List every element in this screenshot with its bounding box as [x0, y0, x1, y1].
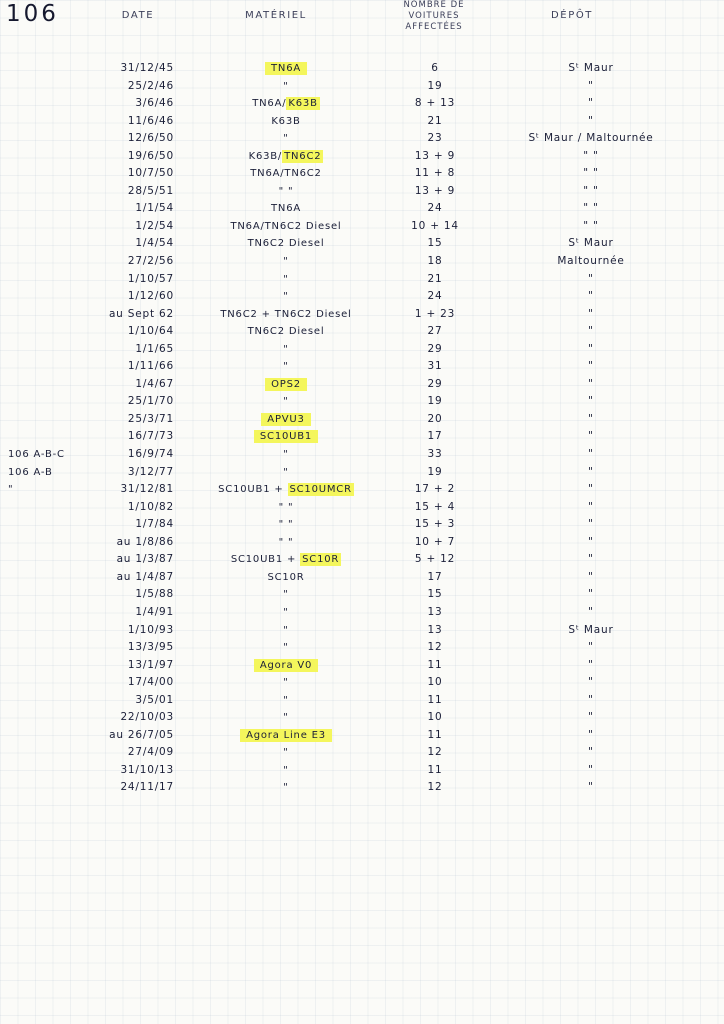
row-date: 25/3/71: [127, 412, 174, 425]
materiel-text: SC10UB1 +: [230, 554, 301, 566]
table-row: [0, 464, 724, 482]
materiel-text: TN6A/TN6C2 Diesel: [230, 220, 342, 232]
row-voitures: 13 + 9: [414, 184, 456, 197]
materiel-text: K63B: [271, 115, 301, 127]
row-depot: ": [588, 763, 594, 776]
materiel-text: " ": [278, 536, 294, 548]
row-date: au 1/4/87: [116, 570, 174, 583]
row-depot: Sᵗ Maur: [568, 623, 614, 636]
table-row: [0, 271, 724, 289]
materiel-text: ": [283, 764, 289, 776]
row-voitures: 8 + 13: [414, 97, 456, 110]
table-row: [0, 622, 724, 640]
row-date: 25/2/46: [127, 79, 174, 92]
table-row: [0, 200, 724, 218]
materiel-text: ": [283, 624, 289, 636]
row-depot: ": [588, 605, 594, 618]
row-line-variant: 106 A-B-C: [8, 449, 65, 461]
row-materiel: [216, 306, 356, 323]
table-row: [0, 744, 724, 762]
materiel-text: ": [283, 449, 289, 461]
row-date: 13/3/95: [127, 641, 174, 654]
row-depot: ": [588, 658, 594, 671]
row-date: 1/10/57: [127, 272, 174, 285]
row-voitures: 11: [427, 693, 443, 706]
table-row: [0, 130, 724, 148]
row-date: 1/10/93: [127, 623, 174, 636]
highlighted-materiel: APVU3: [261, 413, 310, 426]
row-materiel: [216, 376, 356, 393]
row-date: 27/4/09: [127, 746, 174, 759]
highlighted-materiel: K63B: [288, 98, 318, 110]
row-date: 1/5/88: [135, 588, 174, 601]
row-date: 1/12/60: [127, 290, 174, 303]
table-row: [0, 165, 724, 183]
row-depot: ": [588, 746, 594, 759]
materiel-text: TN6A: [271, 203, 301, 215]
header-voitures-line2: VOITURES: [408, 11, 460, 21]
row-depot: ": [588, 325, 594, 338]
row-date: 1/11/66: [127, 360, 174, 373]
row-voitures: 11 + 8: [414, 167, 456, 180]
row-materiel: [216, 235, 356, 252]
table-row: [0, 709, 724, 727]
table-row: [0, 604, 724, 622]
materiel-text: TN6C2 Diesel: [247, 326, 325, 338]
row-depot: ": [588, 114, 594, 127]
table-row: [0, 534, 724, 552]
materiel-text: SC10R: [267, 571, 305, 583]
row-materiel: [216, 639, 356, 656]
row-date: 24/11/17: [120, 781, 174, 794]
row-depot: Sᵗ Maur / Maltournée: [528, 132, 654, 145]
row-voitures: 15: [427, 237, 443, 250]
row-materiel: [216, 692, 356, 709]
table-row: [0, 78, 724, 96]
row-voitures: 5 + 12: [414, 553, 456, 566]
row-voitures: 23: [427, 132, 443, 145]
row-date: 22/10/03: [120, 711, 174, 724]
row-voitures: 17 + 2: [414, 483, 456, 496]
row-date: au 1/8/86: [116, 535, 174, 548]
table-row: [0, 113, 724, 131]
materiel-text: ": [283, 677, 289, 689]
highlighted-materiel: TN6A: [265, 62, 307, 75]
table-row: [0, 674, 724, 692]
highlighted-materiel: TN6C2: [284, 150, 322, 162]
row-depot: ": [588, 535, 594, 548]
row-materiel: [216, 744, 356, 761]
row-depot: ": [588, 377, 594, 390]
row-voitures: 15 + 3: [414, 518, 456, 531]
row-voitures: 10: [427, 711, 443, 724]
row-date: 13/1/97: [127, 658, 174, 671]
highlighted-materiel: Agora Line E3: [240, 729, 332, 742]
table-row: [0, 762, 724, 780]
row-depot: Maltournée: [557, 255, 625, 268]
row-voitures: 17: [427, 430, 443, 443]
row-materiel: [216, 200, 356, 217]
table-row: [0, 428, 724, 446]
materiel-text: TN6C2 + TN6C2 Diesel: [220, 308, 352, 320]
row-depot: ": [588, 641, 594, 654]
table-row: [0, 569, 724, 587]
row-materiel: [216, 148, 356, 165]
row-date: 1/2/54: [135, 219, 174, 232]
table-row: [0, 411, 724, 429]
row-date: 1/4/91: [135, 605, 174, 618]
history-table: [0, 60, 724, 797]
row-materiel: [216, 271, 356, 288]
table-row: [0, 235, 724, 253]
row-depot: ": [588, 483, 594, 496]
row-materiel: [216, 428, 356, 445]
row-materiel: [216, 709, 356, 726]
row-date: au 1/3/87: [116, 553, 174, 566]
row-voitures: 21: [427, 272, 443, 285]
row-voitures: 17: [427, 570, 443, 583]
row-materiel: [216, 779, 356, 796]
row-depot: Sᵗ Maur: [568, 62, 614, 74]
row-voitures: 19: [427, 79, 443, 92]
row-voitures: 13: [427, 623, 443, 636]
row-voitures: 12: [427, 781, 443, 794]
row-materiel: [216, 358, 356, 375]
row-depot: " ": [583, 219, 599, 232]
row-voitures: 24: [427, 202, 443, 215]
row-date: 11/6/46: [127, 114, 174, 127]
row-materiel: [216, 586, 356, 603]
row-date: 3/6/46: [135, 97, 174, 110]
highlighted-materiel: SC10R: [302, 554, 340, 566]
table-row: [0, 657, 724, 675]
row-materiel: [216, 130, 356, 147]
row-voitures: 15: [427, 588, 443, 601]
row-depot: ": [588, 693, 594, 706]
table-row: [0, 253, 724, 271]
table-row: [0, 779, 724, 797]
table-row: [0, 586, 724, 604]
row-date: 1/7/84: [135, 518, 174, 531]
row-depot: ": [588, 79, 594, 92]
row-depot: ": [588, 676, 594, 689]
materiel-text: ": [283, 606, 289, 618]
row-depot: ": [588, 395, 594, 408]
row-voitures: 31: [427, 360, 443, 373]
row-depot: ": [588, 360, 594, 373]
row-depot: ": [588, 711, 594, 724]
table-row: [0, 95, 724, 113]
row-depot: ": [588, 553, 594, 566]
row-voitures: 12: [427, 641, 443, 654]
row-voitures: 13: [427, 605, 443, 618]
header-depot: DÉPÔT: [550, 10, 594, 21]
row-voitures: 11: [427, 763, 443, 776]
row-voitures: 19: [427, 465, 443, 478]
row-date: 1/4/67: [135, 377, 174, 390]
row-voitures: 12: [427, 746, 443, 759]
row-depot: " ": [583, 167, 599, 180]
row-depot: ": [588, 588, 594, 601]
row-materiel: [216, 411, 356, 428]
row-date: 31/12/81: [120, 483, 174, 496]
materiel-text: ": [283, 466, 289, 478]
highlighted-materiel: SC10UB1: [254, 430, 318, 443]
table-row: [0, 446, 724, 464]
row-date: 3/5/01: [135, 693, 174, 706]
materiel-text: " ": [278, 185, 294, 197]
header-voitures-line1: NOMBRE DE: [403, 0, 465, 10]
row-depot: " ": [583, 202, 599, 215]
materiel-text: TN6A/: [252, 98, 287, 110]
row-depot: ": [588, 728, 594, 741]
row-date: 1/4/54: [135, 237, 174, 250]
row-materiel: [216, 446, 356, 463]
row-materiel: [216, 165, 356, 182]
table-row: [0, 551, 724, 569]
row-depot: ": [588, 430, 594, 443]
row-line-variant: 106 A-B: [8, 466, 53, 478]
row-voitures: 29: [427, 377, 443, 390]
highlighted-materiel: OPS2: [265, 378, 307, 391]
row-materiel: [216, 288, 356, 305]
row-voitures: 18: [427, 255, 443, 268]
header-materiel: MATÉRIEL: [245, 10, 307, 21]
row-date: 1/1/65: [135, 342, 174, 355]
row-materiel: [216, 674, 356, 691]
table-row: [0, 323, 724, 341]
table-row: [0, 481, 724, 499]
table-row: [0, 376, 724, 394]
row-voitures: 21: [427, 114, 443, 127]
materiel-text: ": [283, 291, 289, 303]
header-date: DATE: [121, 10, 155, 21]
materiel-text: ": [283, 747, 289, 759]
table-row: [0, 358, 724, 376]
row-depot: " ": [583, 149, 599, 162]
table-row: [0, 341, 724, 359]
row-voitures: 29: [427, 342, 443, 355]
row-voitures: 6: [431, 62, 439, 74]
materiel-text: ": [283, 273, 289, 285]
row-materiel: [216, 341, 356, 358]
row-date: 27/2/56: [127, 255, 174, 268]
row-materiel: [216, 323, 356, 340]
row-date: 16/9/74: [127, 448, 174, 461]
row-depot: ": [588, 307, 594, 320]
table-row: [0, 499, 724, 517]
materiel-text: ": [283, 782, 289, 794]
materiel-text: " ": [278, 519, 294, 531]
row-materiel: [216, 762, 356, 779]
row-depot: ": [588, 97, 594, 110]
materiel-text: ": [283, 589, 289, 601]
row-depot: ": [588, 465, 594, 478]
materiel-text: ": [283, 712, 289, 724]
row-materiel: [216, 183, 356, 200]
table-row: [0, 183, 724, 201]
row-voitures: 1 + 23: [414, 307, 456, 320]
table-row: [0, 306, 724, 324]
row-depot: ": [588, 781, 594, 794]
page-number: 106: [6, 1, 59, 27]
table-row: [0, 288, 724, 306]
materiel-text: TN6A/TN6C2: [250, 168, 322, 180]
row-voitures: 20: [427, 412, 443, 425]
row-materiel: [216, 569, 356, 586]
row-date: 28/5/51: [127, 184, 174, 197]
materiel-text: ": [283, 396, 289, 408]
materiel-text: TN6C2 Diesel: [247, 238, 325, 250]
row-voitures: 11: [427, 658, 443, 671]
row-materiel: [216, 551, 356, 568]
row-date: 19/6/50: [127, 149, 174, 162]
table-row: [0, 727, 724, 745]
highlighted-materiel: SC10UMCR: [289, 484, 352, 496]
row-materiel: [216, 95, 356, 112]
materiel-text: ": [283, 133, 289, 145]
row-voitures: 11: [427, 728, 443, 741]
row-date: 31/12/45: [120, 62, 174, 74]
row-date: 10/7/50: [127, 167, 174, 180]
row-date: 1/1/54: [135, 202, 174, 215]
row-date: 3/12/77: [127, 465, 174, 478]
row-date: 25/1/70: [127, 395, 174, 408]
row-voitures: 13 + 9: [414, 149, 456, 162]
table-row: [0, 692, 724, 710]
row-materiel: [216, 393, 356, 410]
row-voitures: 10: [427, 676, 443, 689]
row-materiel: [216, 727, 356, 744]
row-materiel: [216, 534, 356, 551]
row-materiel: [216, 499, 356, 516]
row-date: 1/10/64: [127, 325, 174, 338]
row-date: 31/10/13: [120, 763, 174, 776]
row-depot: ": [588, 342, 594, 355]
row-depot: ": [588, 448, 594, 461]
table-row: [0, 393, 724, 411]
row-voitures: 24: [427, 290, 443, 303]
row-materiel: [216, 657, 356, 674]
row-materiel: [216, 516, 356, 533]
materiel-text: ": [283, 361, 289, 373]
row-date: 1/10/82: [127, 500, 174, 513]
row-materiel: [216, 78, 356, 95]
table-row: [0, 148, 724, 166]
row-voitures: 15 + 4: [414, 500, 456, 513]
highlighted-materiel: Agora V0: [254, 659, 318, 672]
row-depot: ": [588, 570, 594, 583]
row-date: 12/6/50: [127, 132, 174, 145]
row-voitures: 27: [427, 325, 443, 338]
row-date: 16/7/73: [127, 430, 174, 443]
row-depot: ": [588, 290, 594, 303]
table-row: [0, 516, 724, 534]
row-materiel: [216, 218, 356, 235]
header-voitures-line3: AFFECTÉES: [405, 22, 463, 32]
row-voitures: 19: [427, 395, 443, 408]
materiel-text: K63B/: [248, 150, 283, 162]
row-depot: Sᵗ Maur: [568, 237, 614, 250]
materiel-text: ": [283, 694, 289, 706]
materiel-text: " ": [278, 501, 294, 513]
table-row: [0, 60, 724, 78]
row-line-variant: ": [8, 484, 14, 496]
table-row: [0, 639, 724, 657]
row-materiel: [216, 253, 356, 270]
materiel-text: ": [283, 256, 289, 268]
materiel-text: SC10UB1 +: [218, 484, 288, 496]
materiel-text: ": [283, 343, 289, 355]
row-materiel: [216, 481, 356, 498]
row-materiel: [216, 60, 356, 77]
row-date: au Sept 62: [108, 307, 174, 320]
table-row: [0, 218, 724, 236]
row-voitures: 10 + 14: [411, 219, 459, 232]
row-voitures: 10 + 7: [414, 535, 456, 548]
row-materiel: [216, 464, 356, 481]
materiel-text: ": [283, 80, 289, 92]
row-date: au 26/7/05: [109, 728, 174, 741]
row-depot: ": [588, 500, 594, 513]
row-depot: ": [588, 412, 594, 425]
row-depot: ": [588, 272, 594, 285]
header-voitures: [382, 0, 486, 33]
row-materiel: [216, 622, 356, 639]
row-materiel: [216, 604, 356, 621]
row-depot: " ": [583, 184, 599, 197]
row-materiel: [216, 113, 356, 130]
row-date: 17/4/00: [127, 676, 174, 689]
row-depot: ": [588, 518, 594, 531]
materiel-text: ": [283, 642, 289, 654]
row-voitures: 33: [427, 448, 443, 461]
